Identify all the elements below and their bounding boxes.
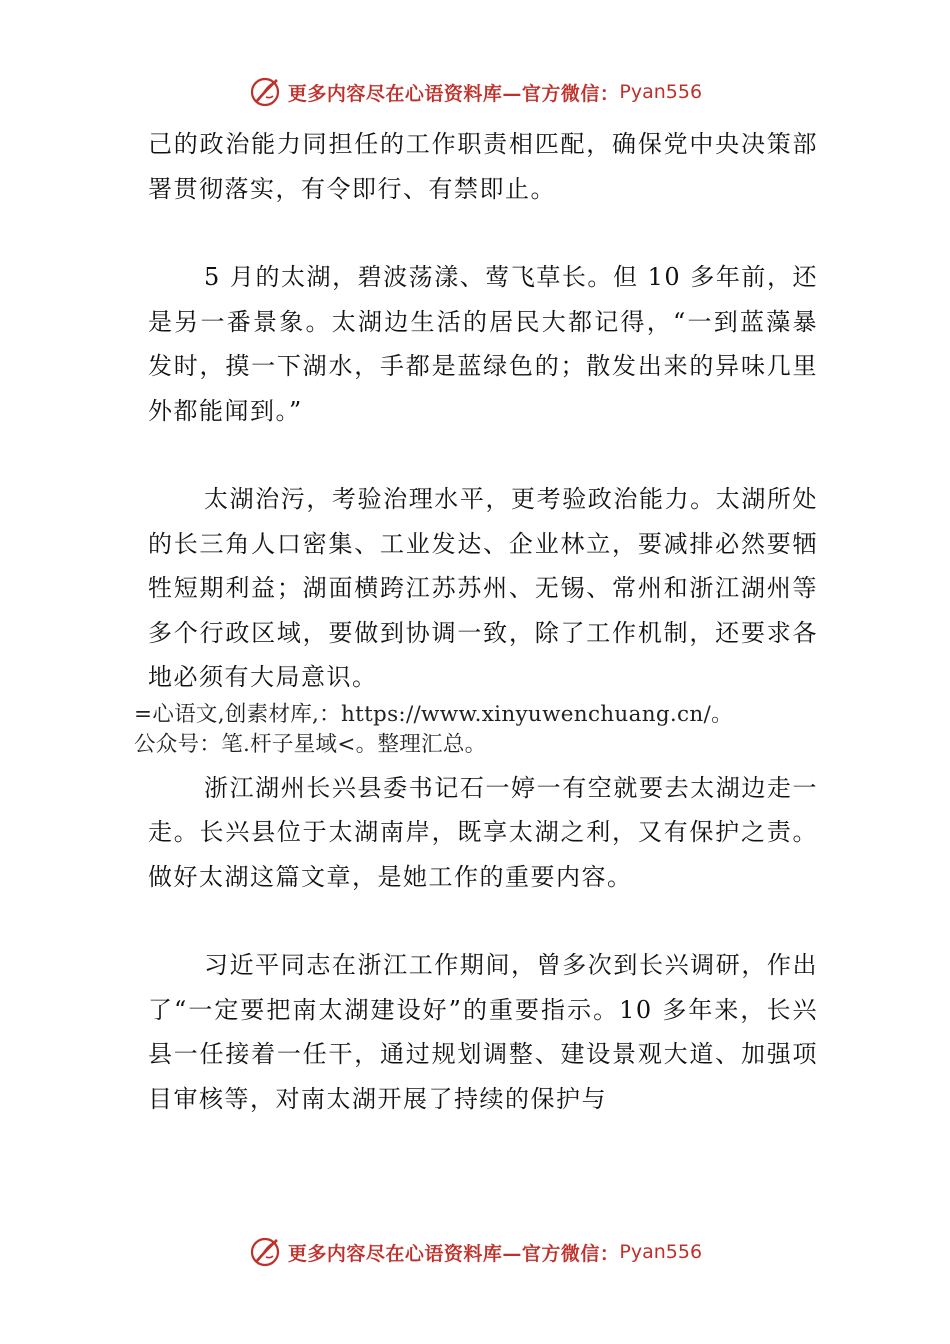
paragraph-5: 习近平同志在浙江工作期间，曾多次到长兴调研，作出了“一定要把南太湖建设好”的重要指示。10 多年来，长兴县一任接着一任干，通过规划调整、建设景观大道、加强项目审核等，对南太湖开展了持续的保护与 (148, 951, 818, 1113)
watermark-line-1: =心语文,创素材库,：https://www.xinyuwenchuang.cn/。 (134, 702, 733, 727)
header-banner (0, 72, 950, 112)
paragraph-2: 5 月的太湖，碧波荡漾、莺飞草长。但 10 多年前，还是另一番景象。太湖边生活的居民大都记得，“一到蓝藻暴发时，摸一下湖水，手都是蓝绿色的；散发出来的异味几里外都能闻到。” (148, 263, 818, 425)
red-feather-logo-icon (248, 1235, 282, 1269)
footer-banner-wechat-id: Pyan556 (619, 1241, 703, 1263)
footer-banner (0, 1232, 950, 1272)
red-feather-logo-icon (248, 75, 282, 109)
header-banner-wechat-id: Pyan556 (619, 81, 703, 103)
paragraph-3: 太湖治污，考验治理水平，更考验政治能力。太湖所处的长三角人口密集、工业发达、企业林立，要减排必然要牺牲短期利益；湖面横跨江苏苏州、无锡、常州和浙江湖州等多个行政区域，要做到协调一致，除了工作机制，还要求各地必须有大局意识。 (148, 485, 818, 691)
paragraph-4: 浙江湖州长兴县委书记石一婷一有空就要去太湖边走一走。长兴县位于太湖南岸，既享太湖之利，又有保护之责。做好太湖这篇文章，是她工作的重要内容。 (148, 773, 818, 891)
document-body (148, 122, 818, 1121)
header-banner-text: 更多内容尽在心语资料库—官方微信： (287, 82, 620, 105)
paragraph-1: 己的政治能力同担任的工作职责相匹配，确保党中央决策部署贯彻落实，有令即行、有禁即止。 (148, 130, 818, 203)
footer-banner-text: 更多内容尽在心语资料库—官方微信： (287, 1242, 620, 1265)
watermark-line-2: 公众号：笔.杆子星域<。整理汇总。 (134, 732, 487, 757)
source-watermark (134, 700, 824, 760)
